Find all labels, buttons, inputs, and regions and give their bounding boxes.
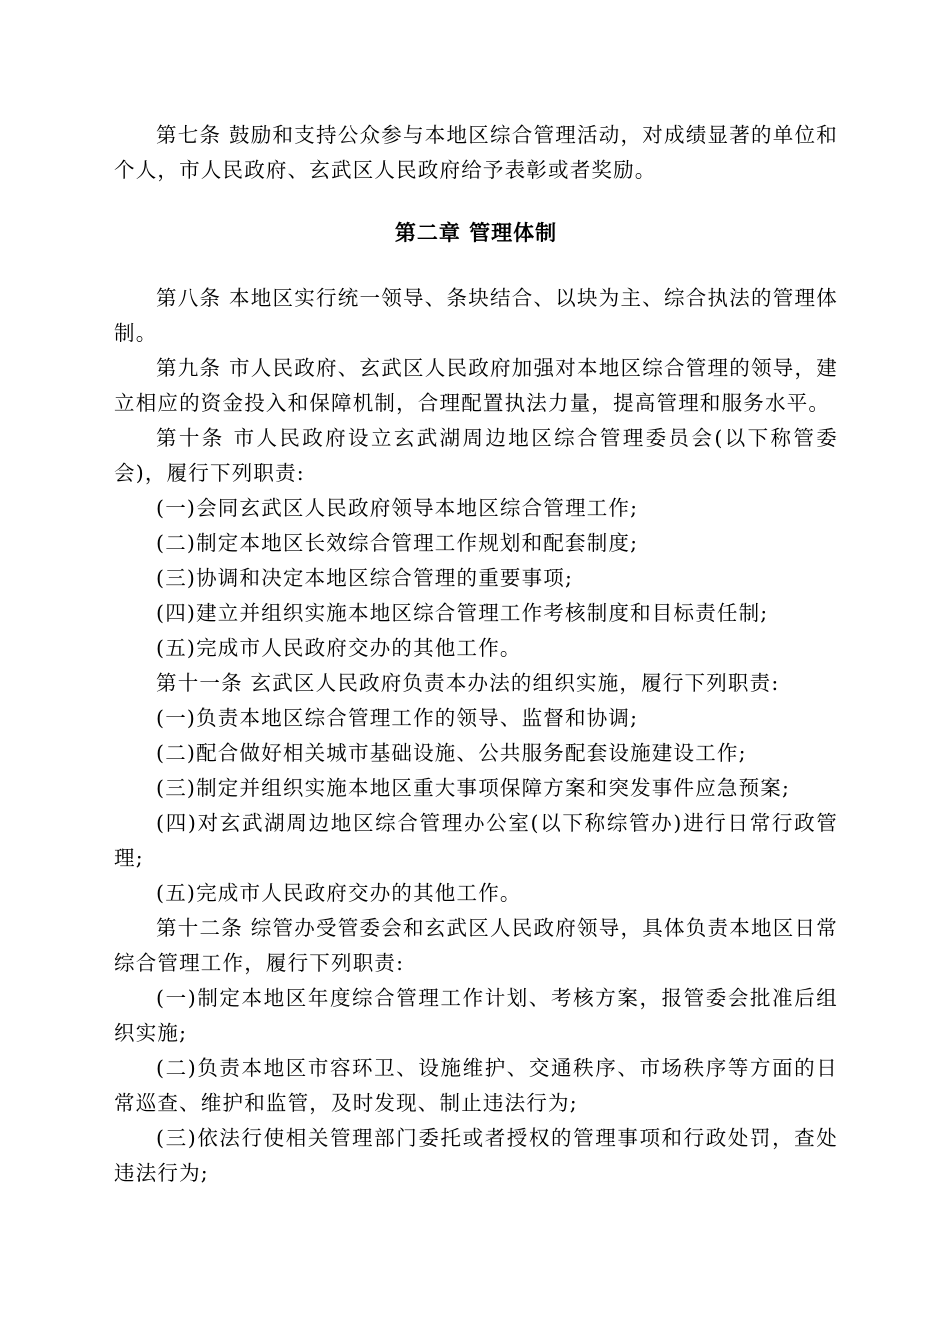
article-11-item-5: (五)完成市人民政府交办的其他工作。 <box>156 881 522 905</box>
article-12: 第十二条 综管办受管委会和玄武区人民政府领导，具体负责本地区日常综合管理工作，履行下列职责: <box>114 916 838 975</box>
article-10-item-5: (五)完成市人民政府交办的其他工作。 <box>156 636 522 660</box>
article-12-item-3: (三)依法行使相关管理部门委托或者授权的管理事项和行政处罚，查处违法行为; <box>114 1126 838 1185</box>
article-12-item-1: (一)制定本地区年度综合管理工作计划、考核方案，报管委会批准后组织实施; <box>114 986 838 1045</box>
article-10: 第十条 市人民政府设立玄武湖周边地区综合管理委员会(以下称管委会)，履行下列职责: <box>114 426 838 485</box>
article-11: 第十一条 玄武区人民政府负责本办法的组织实施，履行下列职责: <box>156 671 780 695</box>
article-9: 第九条 市人民政府、玄武区人民政府加强对本地区综合管理的领导，建立相应的资金投入和保障机制，合理配置执法力量，提高管理和服务水平。 <box>114 356 838 415</box>
article-11-item-1: (一)负责本地区综合管理工作的领导、监督和协调; <box>156 706 639 730</box>
chapter-heading: 第二章 管理体制 <box>394 221 558 245</box>
article-12-item-2: (二)负责本地区市容环卫、设施维护、交通秩序、市场秩序等方面的日常巡查、维护和监管，及时发现、制止违法行为; <box>114 1056 838 1115</box>
article-11-item-2: (二)配合做好相关城市基础设施、公共服务配套设施建设工作; <box>156 741 747 765</box>
article-11-item-4: (四)对玄武湖周边地区综合管理办公室(以下称综管办)进行日常行政管理; <box>114 811 838 870</box>
document-page <box>114 118 838 1191</box>
article-10-item-3: (三)协调和决定本地区综合管理的重要事项; <box>156 566 574 590</box>
article-7: 第七条 鼓励和支持公众参与本地区综合管理活动，对成绩显著的单位和个人，市人民政府、玄武区人民政府给予表彰或者奖励。 <box>114 123 838 182</box>
article-10-item-1: (一)会同玄武区人民政府领导本地区综合管理工作; <box>156 496 639 520</box>
article-10-item-4: (四)建立并组织实施本地区综合管理工作考核制度和目标责任制; <box>156 601 769 625</box>
article-10-item-2: (二)制定本地区长效综合管理工作规划和配套制度; <box>156 531 639 555</box>
article-8: 第八条 本地区实行统一领导、条块结合、以块为主、综合执法的管理体制。 <box>114 286 838 345</box>
article-11-item-3: (三)制定并组织实施本地区重大事项保障方案和突发事件应急预案; <box>156 776 791 800</box>
